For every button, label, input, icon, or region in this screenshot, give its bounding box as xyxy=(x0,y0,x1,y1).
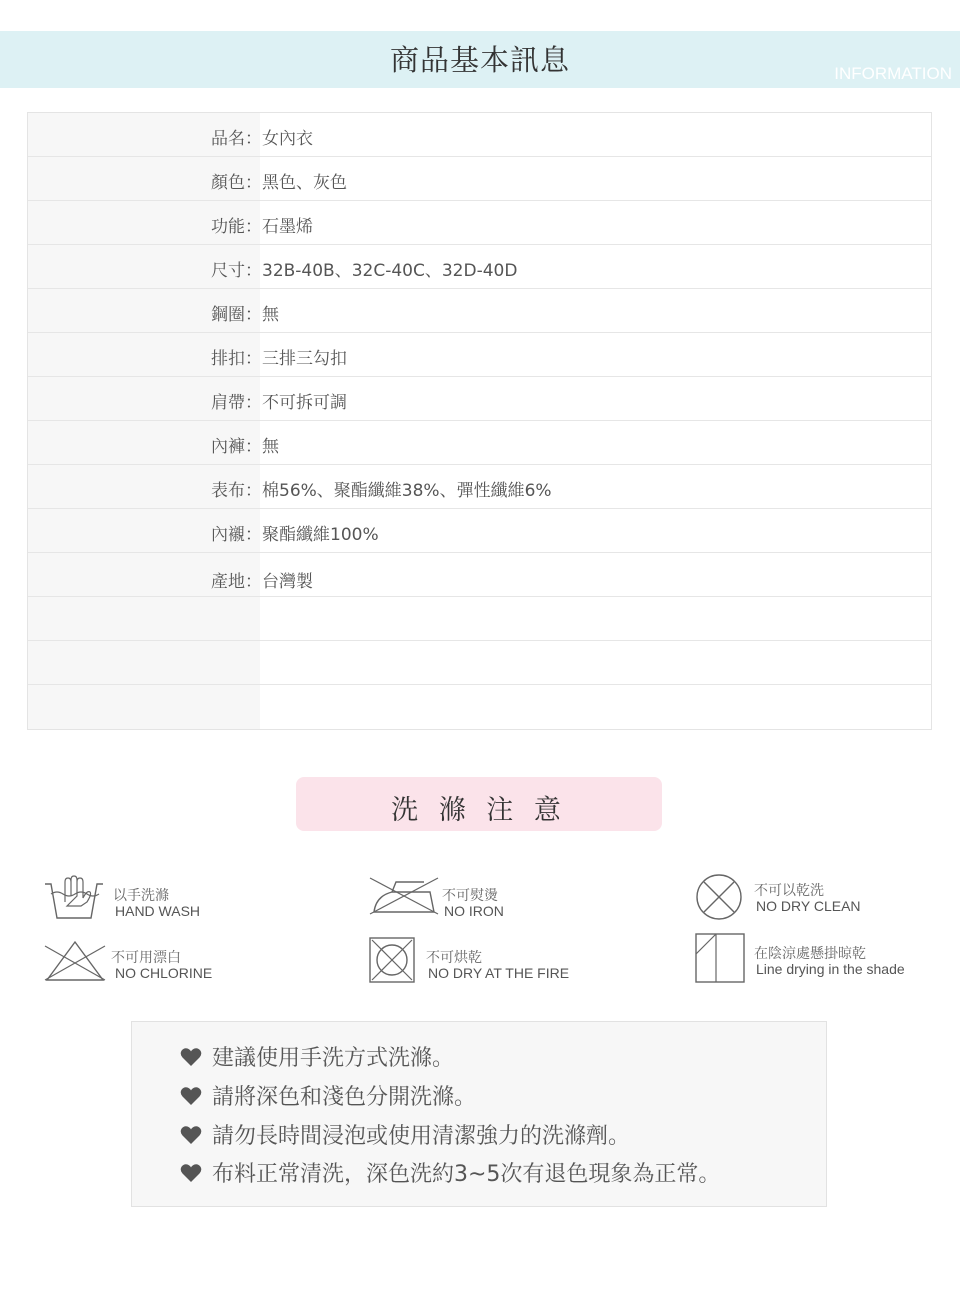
spec-label: 產地 xyxy=(211,572,245,592)
spec-separator: ： xyxy=(245,173,262,193)
spec-value: 三排三勾扣 xyxy=(262,349,347,369)
note-text: 建議使用手洗方式洗滌。 xyxy=(212,1046,455,1071)
spec-label: 功能 xyxy=(211,217,245,237)
spec-row-outer-fabric xyxy=(28,465,931,509)
spec-row-hooks xyxy=(28,333,931,377)
no-dry-clean-icon xyxy=(694,872,744,922)
spec-row-lining xyxy=(28,509,931,553)
spec-row-empty xyxy=(28,685,931,729)
care-item-no-dry-clean xyxy=(694,872,934,922)
no-chlorine-icon xyxy=(43,938,107,984)
care-label-en: HAND WASH xyxy=(115,903,201,919)
care-label-zh: 不可烘乾 xyxy=(426,950,482,966)
spec-value: 黑色、灰色 xyxy=(262,173,347,193)
spec-row-empty xyxy=(28,641,931,685)
spec-table xyxy=(27,112,932,730)
spec-value: 32B-40B、32C-40C、32D-40D xyxy=(262,261,518,281)
page-title: 商品基本訊息 xyxy=(389,43,570,77)
care-label-en: NO DRY AT THE FIRE xyxy=(428,965,570,981)
spec-separator: ： xyxy=(245,217,262,237)
no-iron-icon xyxy=(368,874,440,918)
spec-separator: ： xyxy=(245,481,262,501)
spec-label: 排扣 xyxy=(211,349,245,369)
heart-icon xyxy=(180,1086,202,1106)
spec-row-function xyxy=(28,201,931,245)
shade-dry-icon xyxy=(694,932,746,984)
care-heading-text: 洗 滌 注 意 xyxy=(391,795,567,826)
care-label-zh: 在陰涼處懸掛晾乾 xyxy=(754,946,866,962)
spec-separator: ： xyxy=(245,261,262,281)
spec-label: 肩帶 xyxy=(211,393,245,413)
spec-label: 內襯 xyxy=(211,525,245,545)
care-item-no-tumble-dry xyxy=(368,936,608,986)
care-label-en: Line drying in the shade xyxy=(756,961,905,977)
care-label-zh: 不可熨燙 xyxy=(442,888,498,904)
care-item-hand-wash xyxy=(43,872,283,924)
care-label-zh: 以手洗滌 xyxy=(113,888,169,904)
spec-label: 表布 xyxy=(211,481,245,501)
spec-value: 聚酯纖維100% xyxy=(262,525,379,545)
spec-row-size xyxy=(28,245,931,289)
spec-label: 尺寸 xyxy=(211,261,245,281)
spec-row-name xyxy=(28,113,931,157)
spec-label: 品名 xyxy=(211,129,245,149)
spec-row-straps xyxy=(28,377,931,421)
spec-row-empty xyxy=(28,597,931,641)
spec-value: 台灣製 xyxy=(262,572,313,592)
spec-label: 顏色 xyxy=(211,173,245,193)
care-heading xyxy=(296,777,662,831)
no-tumble-dry-icon xyxy=(368,936,416,984)
care-notes xyxy=(131,1021,827,1207)
spec-label: 鋼圈 xyxy=(211,305,245,325)
spec-label: 內褲 xyxy=(211,437,245,457)
spec-separator: ： xyxy=(245,572,262,592)
care-label-zh: 不可用漂白 xyxy=(111,950,181,966)
care-label-en: NO CHLORINE xyxy=(115,965,213,981)
care-label-en: NO DRY CLEAN xyxy=(756,898,861,914)
care-item-shade-dry xyxy=(694,932,934,984)
spec-value: 無 xyxy=(262,305,279,325)
note-text: 布料正常清洗，深色洗約3~5次有退色現象為正常。 xyxy=(212,1162,721,1187)
spec-row-color xyxy=(28,157,931,201)
heart-icon xyxy=(180,1125,202,1145)
care-item-no-chlorine xyxy=(43,938,283,988)
spec-value: 石墨烯 xyxy=(262,217,313,237)
spec-row-panties xyxy=(28,421,931,465)
heart-icon xyxy=(180,1163,202,1183)
care-label-zh: 不可以乾洗 xyxy=(754,883,824,899)
spec-separator: ： xyxy=(245,525,262,545)
spec-row-underwire xyxy=(28,289,931,333)
note-text: 請勿長時間浸泡或使用清潔強力的洗滌劑。 xyxy=(212,1124,631,1149)
spec-value: 無 xyxy=(262,437,279,457)
note-text: 請將深色和淺色分開洗滌。 xyxy=(212,1085,477,1110)
spec-value: 女內衣 xyxy=(262,129,313,149)
care-item-no-iron xyxy=(368,874,608,924)
spec-separator: ： xyxy=(245,437,262,457)
spec-separator: ： xyxy=(245,129,262,149)
spec-row-origin xyxy=(28,553,931,597)
spec-separator: ： xyxy=(245,349,262,369)
care-label-en: NO IRON xyxy=(444,903,504,919)
hand-wash-icon xyxy=(43,872,105,922)
spec-value: 不可拆可調 xyxy=(262,393,347,413)
spec-separator: ： xyxy=(245,305,262,325)
heart-icon xyxy=(180,1047,202,1067)
page-subtitle: INFORMATION xyxy=(834,64,952,83)
spec-separator: ： xyxy=(245,393,262,413)
spec-value: 棉56%、聚酯纖維38%、彈性纖維6% xyxy=(262,481,552,501)
